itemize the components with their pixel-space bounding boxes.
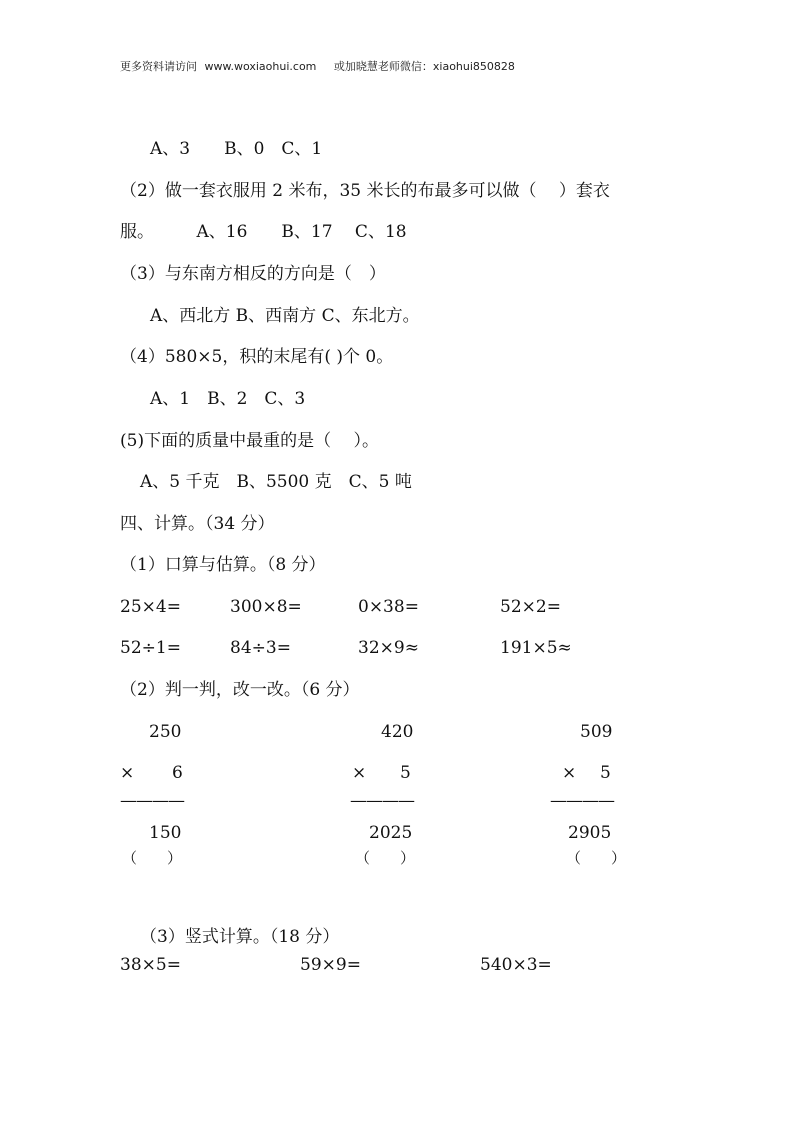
p3-top: 509 [580,722,613,742]
q1-options: A、3 B、0 C、1 [150,139,323,159]
calc-r1-4: 52×2= [500,597,561,617]
p3-line: ———— [550,791,614,811]
part1-title: （1）口算与估算。（8 分） [120,555,326,575]
part2-title: （2）判一判，改一改。（6 分） [120,680,360,700]
p2-top: 420 [381,722,414,742]
p3-blank[interactable]: （ ） [566,849,627,867]
p1-line: ———— [120,791,184,811]
section4-title: 四、计算。（34 分） [120,514,275,534]
p3-sign: × [562,763,577,783]
vert-1: 38×5= [120,955,181,975]
q5-options: A、5 千克 B、5500 克 C、5 吨 [140,472,412,492]
q2-cont: 服。 A、16 B、17 C、18 [120,222,407,242]
calc-r1-2: 300×8= [230,597,302,617]
page-header [120,58,519,74]
p3-multiplier: 5 [600,763,611,783]
q3-options: A、西北方 B、西南方 C、东北方。 [150,306,420,326]
p1-top: 250 [149,722,182,742]
p1-sign: × [120,763,135,783]
header-url[interactable]: www.woxiaohui.com [204,60,317,73]
p2-sign: × [352,763,367,783]
header-contact: 或加晓慧老师微信：xiaohui850828 [333,60,515,73]
p2-multiplier: 5 [400,763,411,783]
p2-result: 2025 [369,823,413,843]
p2-line: ———— [350,791,414,811]
calc-r2-3: 32×9≈ [358,638,419,658]
vert-2: 59×9= [300,955,361,975]
p3-result: 2905 [568,823,612,843]
calc-r2-1: 52÷1= [120,638,181,658]
header-prefix: 更多资料请访问 [120,60,197,73]
q5-text: (5)下面的质量中最重的是（ ）。 [120,431,379,451]
q2-text: （2）做一套衣服用 2 米布，35 米长的布最多可以做（ ）套衣 [120,181,610,201]
calc-r2-4: 191×5≈ [500,638,572,658]
q4-options: A、1 B、2 C、3 [150,389,306,409]
p2-blank[interactable]: （ ） [355,849,416,867]
part3-title: （3）竖式计算。（18 分） [140,927,340,947]
p1-blank[interactable]: （ ） [122,849,183,867]
p1-multiplier: 6 [172,763,183,783]
calc-r1-1: 25×4= [120,597,181,617]
calc-r1-3: 0×38= [358,597,419,617]
vert-3: 540×3= [480,955,552,975]
calc-r2-2: 84÷3= [230,638,291,658]
q4-text: （4）580×5，积的末尾有( )个 0。 [120,347,394,367]
q3-text: （3）与东南方相反的方向是（ ） [120,264,386,284]
p1-result: 150 [149,823,182,843]
